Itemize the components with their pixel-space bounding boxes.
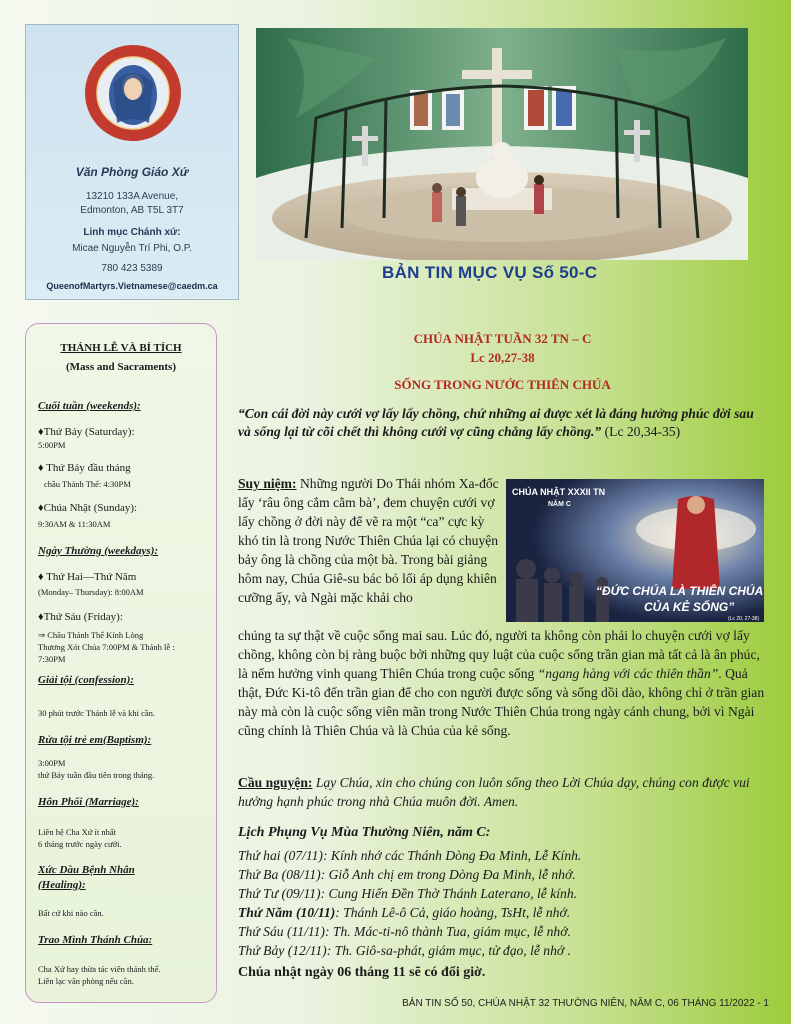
image-caption-2: CỦA KẺ SỐNG” [644,600,735,614]
confession-text: 30 phút trước Thánh lễ và khi cần. [38,708,156,718]
church-model-image [256,28,748,260]
prayer-section [238,773,768,811]
pastor-label: Linh mục Chánh xứ: [83,227,181,238]
weekend-label: Cuối tuần (weekends): [38,400,141,412]
baptism-time: 3:00PM [38,758,66,768]
liturgy-day-label: Thứ Ba (08/11) [238,867,321,882]
address-line-2: Edmonton, AB T5L 3T7 [80,205,184,216]
saturday-label: ♦Thứ Bảy (Saturday): [38,426,135,438]
healing-label-1: Xức Dầu Bệnh Nhân [38,864,135,876]
liturgy-title: Lịch Phụng Vụ Mùa Thường Niên, năm C: [238,825,491,840]
liturgy-day-6 [238,943,768,959]
communion-text-1: Cha Xứ hay thừa tác viên thánh thể. [38,964,161,974]
friday-note-1: ⇒ Chầu Thánh Thể Kính Lòng [38,630,144,640]
marriage-text-2: 6 tháng trước ngày cưới. [38,839,122,849]
baptism-text: thứ Bảy tuần đầu tiên trong tháng. [38,770,155,780]
liturgy-day-label: Thứ Tư (09/11) [238,886,321,901]
marriage-label: Hôn Phối (Marriage): [38,796,139,808]
sunday-heading: CHÚA NHẬT TUẦN 32 TN – C [413,331,592,346]
liturgy-day-5 [238,924,768,940]
address-line-1: 13210 133A Avenue, [85,191,179,202]
reflection-emphasis: “ngang hàng với các thiên thần” [537,666,719,681]
liturgy-day-label: Thứ hai (07/11) [238,848,323,863]
mass-schedule-box [25,323,217,1003]
liturgy-day-text: : Th. Giô-sa-phát, giám mục, tử đạo, lễ nhớ . [326,943,571,958]
mass-box-title: THÁNH LỄ VÀ BÍ TÍCH [60,342,182,354]
prayer-text: Lạy Chúa, xin cho chúng con luôn sống theo Lời Chúa dạy, chúng con được vui hưởng hạnh phúc trong nhà Chúa muôn đời. Amen. [238,775,750,809]
image-subtitle: NĂM C [548,501,571,508]
image-reference: (Lc 20, 27-38) [728,616,760,622]
communion-label: Trao Mình Thánh Chúa: [38,934,153,946]
liturgy-day-3 [238,886,768,902]
weekday-label: Ngày Thường (weekdays): [38,545,159,557]
parish-phone: 780 423 5389 [101,263,163,274]
reflection-text-bottom-2: . Quả thật, Đức Ki-tô đến trần gian để cho con người được sống và sống dồi dào, không chỉ ở trần gian này mà còn là cuộc sống viên mãn trong Nước Thiên Chúa trong ngày cánh chung, bởi vì Ngài cũng chính là Thiên Chúa và là Chúa của kẻ sống. [238,666,765,738]
image-title: CHÚA NHẬT XXXII TN [512,487,606,497]
quote-reference: (Lc 20,34-35) [604,424,681,439]
first-saturday-note: chầu Thánh Thể: 4:30PM [44,479,131,489]
bulletin-title: BẢN TIN MỤC VỤ Số 50-C [382,263,598,282]
gospel-reference: Lc 20,27-38 [470,350,535,365]
page-footer: BẢN TIN SỐ 50, CHÚA NHẬT 32 THƯỜNG NIÊN, NĂM C, 06 THÁNG 11/2022 - 1 [402,998,769,1009]
reflection-bottom [238,626,768,740]
first-saturday-label: ♦ Thứ Bảy đầu tháng [38,462,131,474]
parish-email[interactable]: QueenofMartyrs.Vietnamese@caedm.ca [46,281,218,291]
parish-info-box [25,24,239,300]
liturgy-day-text: : Th. Mác-ti-nô thành Tua, giám mục, lễ nhớ. [324,924,571,939]
reflection-text-bottom-1: chúng ta sự thật về cuộc sống mai sau. Lúc đó, người ta không còn phải lo chuyện cưới vợ lấy chồng, không còn bị ràng buộc bởi những quy luật của cuộc sống trần gian mà tất cả là ân phúc, là nếm hưởng vinh quang Thiên Chúa trong cuộc sống [238,628,760,681]
liturgy-day-text: : Cung Hiến Đền Thờ Thánh Laterano, lễ kính. [320,886,578,901]
parish-office-title: Văn Phòng Giáo Xứ [75,165,189,179]
reflection-top [238,474,500,607]
prayer-label: Cầu nguyện: [238,775,313,790]
friday-label: ♦Thứ Sáu (Friday): [38,611,123,623]
theme-heading: SỐNG TRONG NƯỚC THIÊN CHÚA [394,377,611,392]
healing-label-2: (Healing): [38,879,86,891]
friday-note-2: Thương Xót Chúa 7:00PM & Thánh lễ : [38,642,175,652]
liturgy-day-text: : Thánh Lê-ô Cả, giáo hoàng, TsHt, lễ nhớ. [335,905,571,920]
time-change-notice: Chúa nhật ngày 06 tháng 11 sẽ có đổi giờ. [238,965,486,980]
reflection-text-top: Những người Do Thái nhóm Xa-đốc lấy ‘râu ông cắm cằm bà’, đem chuyện cưới vợ lấy chồng ở đời này để vẽ ra một “ca” cực kỳ khó tin là trong Nước Thiên Chúa lại có chuyện bảy ông là chồng của một bà. Trong bài giảng hôm nay, Chúa Giê-su bác bỏ lối áp dụng khiên cưỡng ấy, và Ngài mặc khải cho [238,476,499,605]
image-caption-1: “ĐỨC CHÚA LÀ THIÊN CHÚA [596,584,764,598]
liturgy-day-1 [238,848,768,864]
parish-seal-logo [83,43,183,143]
liturgy-day-label: Thứ Năm (10/11) [238,905,336,920]
sunday-label: ♦Chúa Nhật (Sunday): [38,502,138,514]
saturday-time: 5:00PM [38,440,66,450]
liturgy-day-4 [238,905,768,921]
liturgy-day-label: Thứ Sáu (11/11) [238,924,325,939]
gospel-quote [238,405,768,441]
sunday-illustration [506,479,764,622]
quote-text: “Con cái đời này cưới vợ lấy lấy chồng, chứ những ai được xét là đáng hưởng phúc đời sau và sống lại từ cõi chết thì không cưới vợ cũng chẳng lấy chồng.” [238,406,754,439]
marriage-text-1: Liên hệ Cha Xứ ít nhất [38,827,117,837]
mon-thu-label: ♦ Thứ Hai—Thứ Năm [38,571,137,583]
pastor-name: Micae Nguyễn Trí Phi, O.P. [72,243,192,254]
baptism-label: Rửa tội trẻ em(Baptism): [38,734,152,746]
confession-label: Giải tội (confession): [38,674,134,686]
liturgy-day-text: : Giỗ Anh chị em trong Dòng Đa Minh, lễ nhớ. [320,867,576,882]
reflection-label: Suy niệm: [238,476,297,491]
mon-thu-time: (Monday– Thursday): 8:00AM [38,587,144,597]
liturgy-day-label: Thứ Bảy (12/11) [238,943,327,958]
communion-text-2: Liên lạc văn phòng nếu cần. [38,976,134,986]
liturgy-day-2 [238,867,768,883]
liturgy-day-text: : Kính nhớ các Thánh Dòng Đa Minh, Lễ Kính. [322,848,582,863]
healing-text: Bất cứ khi nào cần. [38,908,104,918]
sunday-time: 9:30AM & 11:30AM [38,519,111,529]
friday-note-3: 7:30PM [38,654,66,664]
mass-box-subtitle: (Mass and Sacraments) [66,361,176,373]
